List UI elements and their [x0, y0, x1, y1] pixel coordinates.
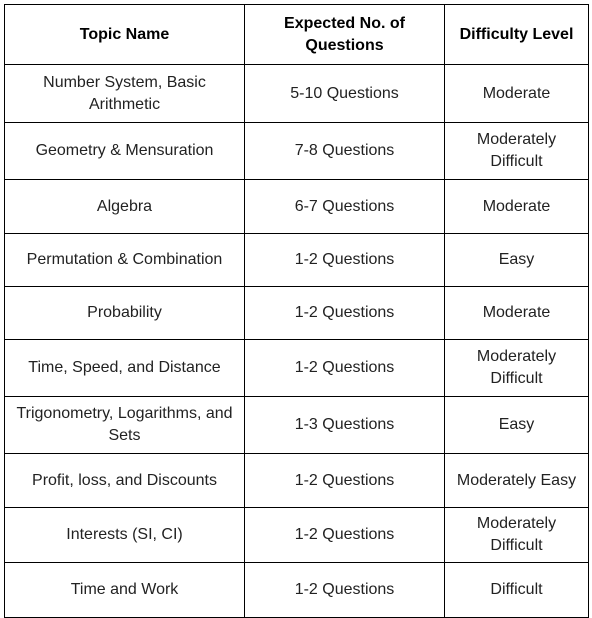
difficulty-cell: Easy: [445, 234, 589, 287]
questions-cell: 1-2 Questions: [245, 234, 445, 287]
topic-cell: Algebra: [5, 180, 245, 234]
header-row: [5, 5, 589, 65]
topic-cell: Profit, loss, and Discounts: [5, 454, 245, 508]
difficulty-cell: Moderate: [445, 287, 589, 340]
questions-cell: 1-2 Questions: [245, 508, 445, 563]
topics-table: [4, 4, 589, 618]
table-row: [5, 340, 589, 397]
table-row: [5, 508, 589, 563]
topic-cell: Time, Speed, and Distance: [5, 340, 245, 397]
header-expected-questions: Expected No. of Questions: [245, 5, 445, 65]
topic-cell: Time and Work: [5, 563, 245, 618]
difficulty-cell: Moderate: [445, 65, 589, 123]
table-row: [5, 397, 589, 454]
questions-cell: 1-3 Questions: [245, 397, 445, 454]
topic-cell: Permutation & Combination: [5, 234, 245, 287]
questions-cell: 1-2 Questions: [245, 340, 445, 397]
header-topic-name: Topic Name: [5, 5, 245, 65]
table-row: [5, 234, 589, 287]
questions-cell: 5-10 Questions: [245, 65, 445, 123]
table-row: [5, 287, 589, 340]
questions-cell: 1-2 Questions: [245, 563, 445, 618]
difficulty-cell: Moderately Difficult: [445, 508, 589, 563]
topic-cell: Geometry & Mensuration: [5, 123, 245, 180]
questions-cell: 1-2 Questions: [245, 287, 445, 340]
difficulty-cell: Easy: [445, 397, 589, 454]
difficulty-cell: Moderately Difficult: [445, 340, 589, 397]
table-row: [5, 65, 589, 123]
table-row: [5, 123, 589, 180]
difficulty-cell: Moderate: [445, 180, 589, 234]
table-row: [5, 454, 589, 508]
topic-cell: Number System, Basic Arithmetic: [5, 65, 245, 123]
topic-cell: Trigonometry, Logarithms, and Sets: [5, 397, 245, 454]
header-difficulty-level: Difficulty Level: [445, 5, 589, 65]
table-row: [5, 180, 589, 234]
table-row: [5, 563, 589, 618]
questions-cell: 7-8 Questions: [245, 123, 445, 180]
difficulty-cell: Moderately Difficult: [445, 123, 589, 180]
topic-cell: Probability: [5, 287, 245, 340]
questions-cell: 1-2 Questions: [245, 454, 445, 508]
difficulty-cell: Difficult: [445, 563, 589, 618]
topic-cell: Interests (SI, CI): [5, 508, 245, 563]
questions-cell: 6-7 Questions: [245, 180, 445, 234]
difficulty-cell: Moderately Easy: [445, 454, 589, 508]
